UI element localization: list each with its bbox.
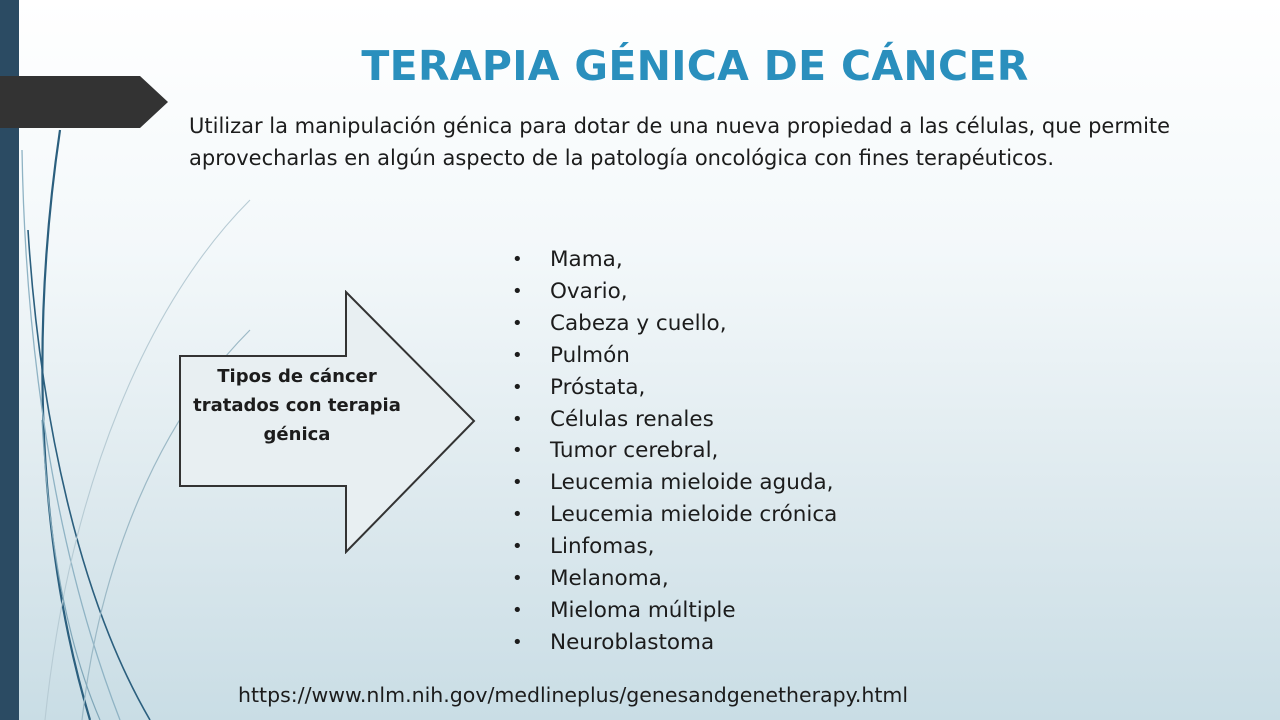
list-item [512, 404, 837, 436]
list-item [512, 244, 837, 276]
bullet-icon: • [512, 631, 523, 653]
list-item-text: Pulmón [550, 342, 630, 368]
list-item-text: Cabeza y cuello, [550, 310, 727, 336]
bullet-icon: • [512, 504, 523, 526]
list-item-text: Mama, [550, 247, 623, 272]
list-item [512, 308, 837, 340]
list-item-text: Mieloma múltiple [550, 597, 736, 623]
list-item-text: Linfomas, [550, 534, 655, 560]
list-item [512, 372, 837, 404]
bullet-icon: • [512, 408, 523, 430]
bullet-icon: • [512, 568, 523, 590]
bullet-icon: • [512, 599, 523, 621]
source-url: https://www.nlm.nih.gov/medlineplus/genesandgenetherapy.html [238, 683, 909, 707]
list-item-text: Tumor cerebral, [550, 438, 719, 464]
list-item [512, 435, 837, 467]
bullet-icon: • [512, 472, 523, 494]
bullet-icon: • [512, 280, 523, 302]
list-item-text: Leucemia mieloide aguda, [550, 470, 834, 496]
arrow-label: Tipos de cáncer tratados con terapia génica [193, 366, 401, 445]
list-item [512, 340, 837, 372]
list-item-text: Células renales [550, 406, 714, 432]
title-tab-marker [0, 76, 168, 128]
list-item-text: Próstata, [550, 374, 646, 400]
bullet-icon: • [512, 536, 523, 558]
list-item-text: Ovario, [550, 278, 628, 304]
list-item [512, 499, 837, 531]
cancer-types-list [512, 244, 837, 659]
list-item [512, 276, 837, 308]
list-item [512, 627, 837, 659]
bullet-icon: • [512, 440, 523, 462]
list-item [512, 531, 837, 563]
intro-paragraph: Utilizar la manipulación génica para dotar de una nueva propiedad a las células, que permite aprovecharlas en algún aspecto de la patología oncológica con fines terapéuticos. [189, 114, 1171, 170]
list-item [512, 563, 837, 595]
bullet-icon: • [512, 344, 523, 366]
list-item [512, 595, 837, 627]
bullet-icon: • [512, 376, 523, 398]
bullet-icon: • [512, 249, 523, 270]
list-item-text: Neuroblastoma [550, 629, 715, 655]
list-item-text: Leucemia mieloide crónica [550, 502, 838, 528]
slide-title: TERAPIA GÉNICA DE CÁNCER [361, 42, 1029, 90]
bullet-icon: • [512, 312, 523, 334]
list-item [512, 467, 837, 499]
list-item-text: Melanoma, [550, 566, 669, 592]
